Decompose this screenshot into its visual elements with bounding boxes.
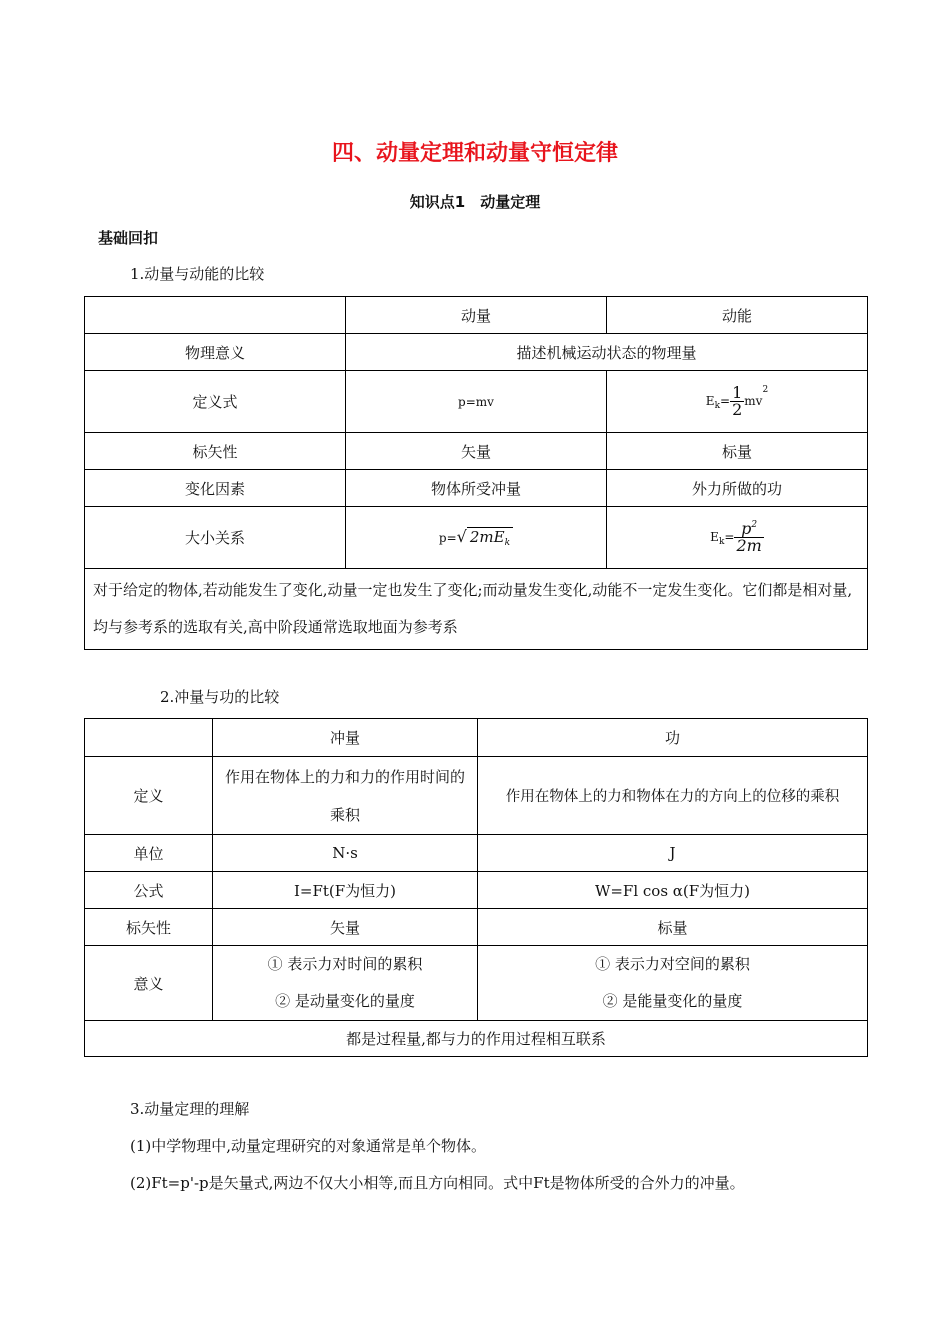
row-label: 标矢性: [85, 433, 346, 470]
table-row: [85, 507, 868, 569]
formula-text: =: [724, 530, 735, 544]
formula-text: E: [710, 530, 719, 544]
fraction: [730, 385, 744, 418]
table-cell: 物体所受冲量: [346, 470, 607, 507]
table-row: [85, 757, 868, 835]
formula-superscript: 2: [751, 520, 758, 530]
formula-text: 2mE: [469, 528, 505, 546]
table-row: [85, 872, 868, 909]
sqrt-content: [467, 527, 513, 548]
section-subtitle: 知识点1 动量定理: [409, 193, 541, 211]
table-cell: [213, 946, 478, 1021]
fraction-numerator: 1: [732, 383, 743, 402]
momentum-relation: [346, 507, 607, 569]
table-note: 对于给定的物体,若动能发生了变化,动量一定也发生了变化;而动量发生变化,动能不一定发生变化。它们都是相对量,均与参考系的选取有关,高中阶段通常选取地面为参考系: [85, 569, 868, 650]
table-cell: 标量: [478, 909, 868, 946]
table-cell: I=Ft(F为恒力): [213, 872, 478, 909]
basics-heading: 基础回扣: [98, 229, 159, 247]
table-row: [85, 946, 868, 1021]
table-cell: 标量: [607, 433, 868, 470]
table-row: [85, 719, 868, 757]
meaning-line: ② 是动量变化的量度: [275, 992, 415, 1010]
row-label: 物理意义: [85, 334, 346, 371]
paragraph: (1)中学物理中,动量定理研究的对象通常是单个物体。: [130, 1137, 487, 1155]
row-label: 大小关系: [85, 507, 346, 569]
table-row: [85, 1021, 868, 1057]
row-label: 定义式: [85, 371, 346, 433]
table-header: 动量: [346, 297, 607, 334]
table1-heading: 1.动量与动能的比较: [130, 265, 265, 283]
table-row: [85, 334, 868, 371]
row-label: 变化因素: [85, 470, 346, 507]
table-row: [85, 470, 868, 507]
table-cell: J: [478, 835, 868, 872]
fraction-denominator: 2: [732, 400, 743, 419]
table-cell: 矢量: [346, 433, 607, 470]
fraction-denominator: 2m: [736, 536, 762, 555]
table-row: [85, 909, 868, 946]
table-row: [85, 297, 868, 334]
formula-text: E: [705, 394, 715, 408]
formula-subscript: k: [714, 401, 721, 411]
kinetic-energy-formula: [607, 371, 868, 433]
table-cell: 外力所做的功: [607, 470, 868, 507]
table-cell: N·s: [213, 835, 478, 872]
table-header: 功: [478, 719, 868, 757]
formula-text: p=: [438, 531, 457, 545]
formula-text: =: [720, 394, 731, 408]
row-label: 单位: [85, 835, 213, 872]
page-title: 四、动量定理和动量守恒定律: [331, 141, 618, 166]
table-row: [85, 371, 868, 433]
formula-subscript: k: [718, 537, 725, 547]
table2-heading: 2.冲量与功的比较: [160, 688, 280, 706]
formula-text: p: [741, 519, 752, 538]
row-label: 标矢性: [85, 909, 213, 946]
formula-superscript: 2: [762, 385, 769, 395]
table-cell: 描述机械运动状态的物理量: [346, 334, 868, 371]
row-label: 意义: [85, 946, 213, 1021]
table-cell: [85, 297, 346, 334]
meaning-line: ① 表示力对时间的累积: [267, 955, 423, 973]
momentum-kinetic-table: [84, 296, 868, 650]
table-cell: [85, 719, 213, 757]
table-row: [85, 569, 868, 650]
table-header: 冲量: [213, 719, 478, 757]
table-header: 动能: [607, 297, 868, 334]
meaning-line: ① 表示力对空间的累积: [595, 955, 750, 973]
row-label: 公式: [85, 872, 213, 909]
table-cell: 作用在物体上的力和力的作用时间的乘积: [213, 757, 478, 835]
table-row: [85, 433, 868, 470]
section3-heading: 3.动量定理的理解: [130, 1100, 250, 1118]
paragraph: (2)Ft=p'-p是矢量式,两边不仅大小相等,而且方向相同。式中Ft是物体所受的合外力的冲量。: [130, 1174, 745, 1192]
table-cell: W=Fl cos α(F为恒力): [478, 872, 868, 909]
table-note: 都是过程量,都与力的作用过程相互联系: [85, 1021, 868, 1057]
kinetic-energy-relation: [607, 507, 868, 569]
meaning-line: ② 是能量变化的量度: [602, 992, 743, 1010]
row-label: 定义: [85, 757, 213, 835]
formula-text: mv: [744, 394, 763, 408]
table-cell: [478, 946, 868, 1021]
momentum-formula: p=mv: [346, 371, 607, 433]
impulse-work-table: [84, 718, 868, 1057]
table-cell: 矢量: [213, 909, 478, 946]
table-row: [85, 835, 868, 872]
fraction: [734, 521, 763, 554]
table-cell: 作用在物体上的力和物体在力的方向上的位移的乘积: [478, 757, 868, 835]
formula-subscript: k: [504, 538, 511, 548]
sqrt-symbol: √: [456, 527, 467, 546]
